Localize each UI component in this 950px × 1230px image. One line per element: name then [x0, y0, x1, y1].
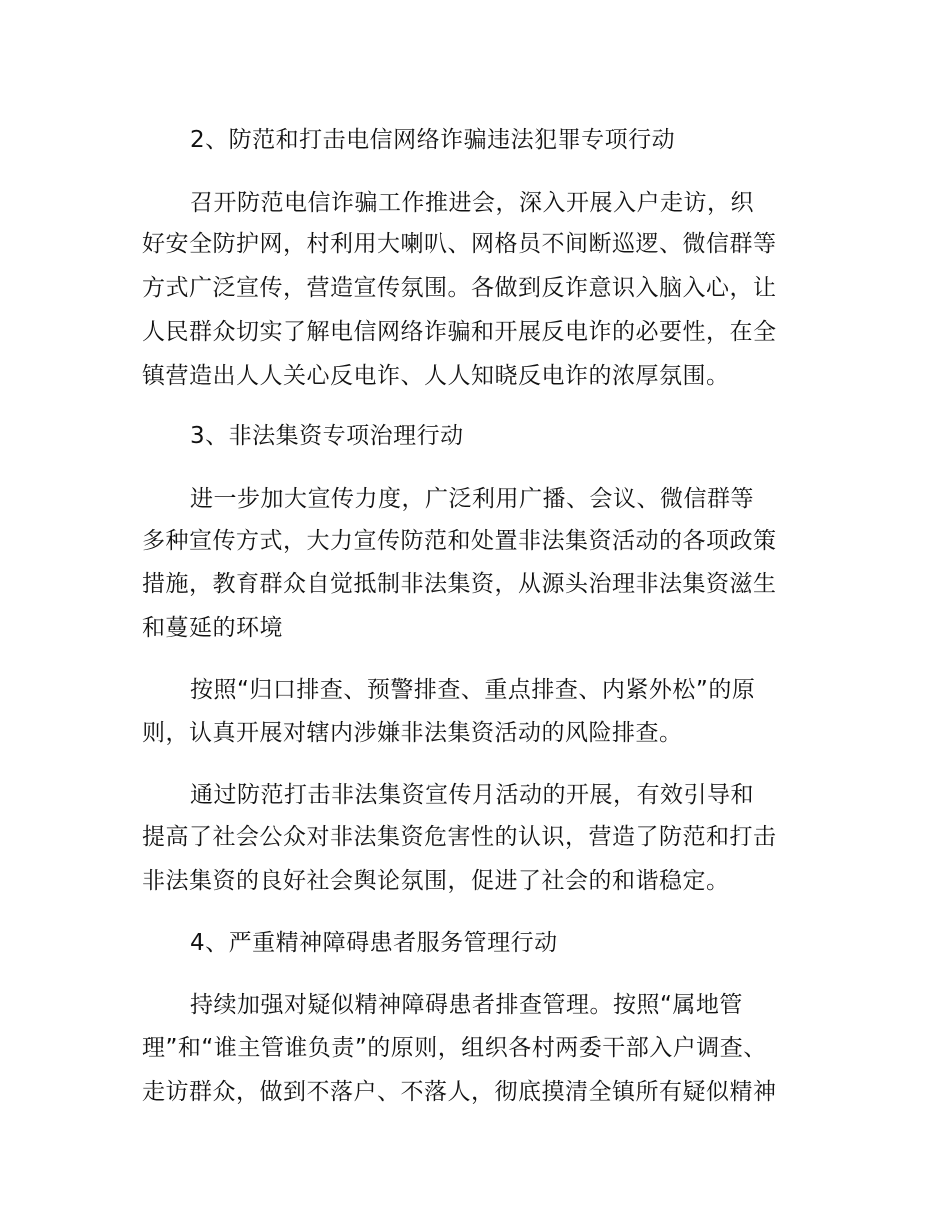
- paragraph-line: 理”和“谁主管谁负责”的原则，组织各村两委干部入户调查、: [142, 1035, 767, 1061]
- paragraph-line: 持续加强对疑似精神障碍患者排查管理。按照“属地管: [190, 992, 743, 1018]
- paragraph-line: 召开防范电信诈骗工作推进会，深入开展入户走访，织: [190, 190, 754, 216]
- paragraph-line: 措施，教育群众自觉抵制非法集资，从源头治理非法集资滋生: [142, 571, 777, 597]
- paragraph-line: 通过防范打击非法集资宣传月活动的开展，有效引导和: [190, 782, 754, 808]
- paragraph-line: 提高了社会公众对非法集资危害性的认识，营造了防范和打击: [142, 824, 777, 850]
- paragraph-line: 多种宣传方式，大力宣传防范和处置非法集资活动的各项政策: [142, 528, 777, 554]
- section-4-heading: 4、严重精神障碍患者服务管理行动: [190, 930, 558, 956]
- paragraph-line: 走访群众，做到不落户、不落人，彻底摸清全镇所有疑似精神: [142, 1079, 777, 1105]
- paragraph-line: 和蔓延的环境: [142, 615, 283, 641]
- section-2-heading: 2、防范和打击电信网络诈骗违法犯罪专项行动: [190, 127, 676, 153]
- paragraph-line: 则，认真开展对辖内涉嫌非法集资活动的风险排查。: [142, 720, 683, 746]
- paragraph-line: 进一步加大宣传力度，广泛利用广播、会议、微信群等: [190, 486, 754, 512]
- paragraph-line: 好安全防护网，村利用大喇叭、网格员不间断巡逻、微信群等: [142, 231, 777, 257]
- paragraph-line: 人民群众切实了解电信网络诈骗和开展反电诈的必要性，在全: [142, 319, 777, 345]
- paragraph-line: 按照“归口排查、预警排查、重点排查、内紧外松”的原: [190, 677, 756, 703]
- paragraph-line: 镇营造出人人关心反电诈、人人知晓反电诈的浓厚氛围。: [142, 363, 730, 389]
- paragraph-line: 方式广泛宣传，营造宣传氛围。各做到反诈意识入脑入心，让: [142, 275, 777, 301]
- section-3-heading: 3、非法集资专项治理行动: [190, 423, 464, 449]
- paragraph-line: 非法集资的良好社会舆论氛围，促进了社会的和谐稳定。: [142, 868, 730, 894]
